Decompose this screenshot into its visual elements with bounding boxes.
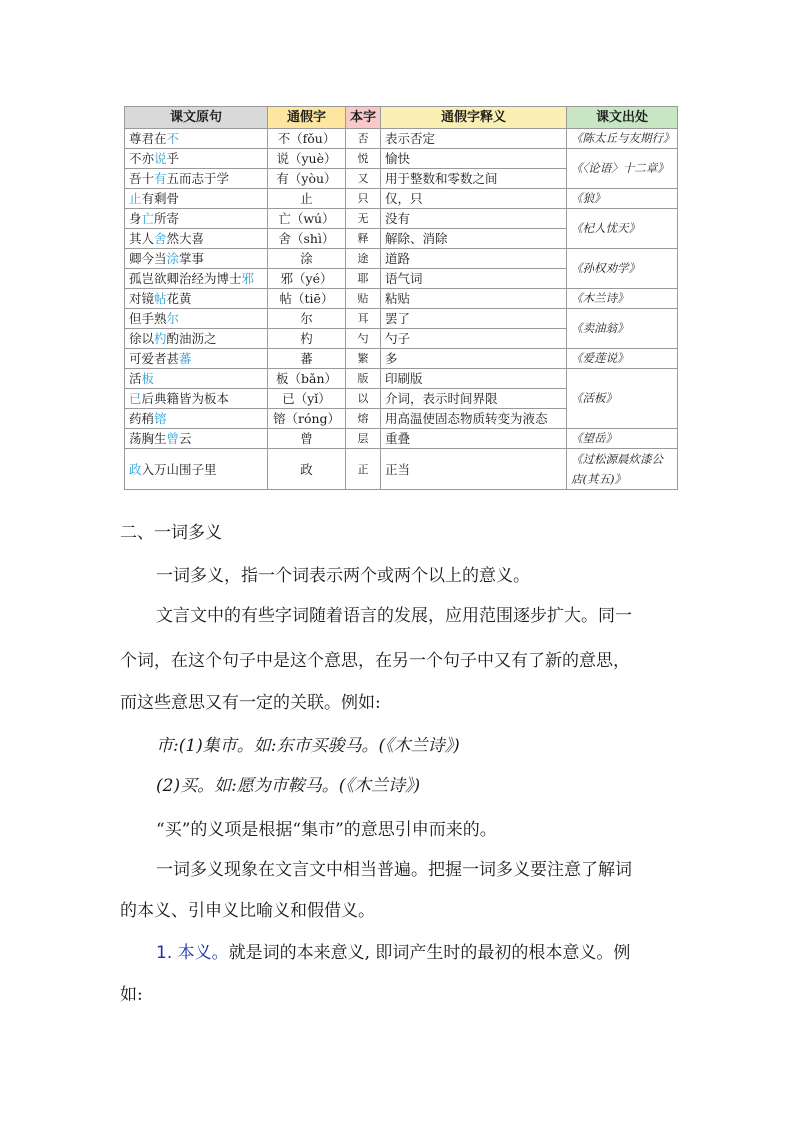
sentence-text-after: 酌油沥之: [166, 331, 217, 346]
tongjia-highlight: 有: [154, 171, 167, 186]
table-row: [125, 249, 678, 269]
cell-original-char: 熔: [346, 409, 381, 429]
table-row: [125, 369, 678, 389]
tongjia-highlight: 舍: [154, 231, 167, 246]
cell-source: [567, 189, 678, 209]
cell-source: [567, 209, 678, 249]
cell-original-sentence: [125, 229, 268, 249]
cell-tongjia-char: 已（yǐ）: [268, 389, 346, 409]
tongjia-highlight: 邪: [241, 271, 255, 286]
cell-tongjia-char: 亡（wú）: [268, 209, 346, 229]
sentence-text-after: 掌事: [179, 251, 205, 266]
cell-original-sentence: [125, 189, 268, 209]
cell-original-char: 贴: [346, 289, 381, 309]
paragraph-4-line-2: 的本义、引申义比喻义和假借义。: [120, 901, 375, 921]
tongjia-highlight: 尔: [166, 311, 180, 326]
tongjia-highlight: 帖: [154, 291, 167, 306]
cell-original-char: 版: [346, 369, 381, 389]
cell-original-sentence: [125, 149, 268, 169]
source-text: 《活板》: [571, 391, 617, 405]
cell-original-sentence: [125, 309, 268, 329]
tongjia-highlight: 板: [141, 371, 155, 386]
source-text: 《孙权劝学》: [571, 261, 640, 275]
cell-tongjia-char: 尔: [268, 309, 346, 329]
header-source: 课文出处: [567, 107, 678, 129]
cell-meaning: 罢了: [381, 309, 567, 329]
sentence-text-before: 徐以: [129, 331, 155, 346]
cell-tongjia-char: 板（bǎn）: [268, 369, 346, 389]
cell-original-char: 无: [346, 209, 381, 229]
sentence-text-before: 活: [129, 371, 142, 386]
tongjia-highlight: 亡: [141, 211, 155, 226]
cell-source: [567, 149, 678, 189]
example-2: (2)买。如:愿为市鞍马。(《木兰诗》): [156, 776, 421, 796]
tongjia-highlight: 杓: [154, 331, 167, 346]
table-row: [125, 349, 678, 369]
cell-tongjia-char: 说（yuè）: [268, 149, 346, 169]
source-text: 《狼》: [571, 191, 606, 205]
cell-original-sentence: [125, 269, 268, 289]
cell-source: [567, 349, 678, 369]
cell-original-char: 悦: [346, 149, 381, 169]
source-text: 《爱莲说》: [571, 351, 629, 365]
source-text: 《望岳》: [571, 431, 617, 445]
source-text: 《过松源晨炊漆公店(其五)》: [571, 452, 663, 486]
cell-source: [567, 449, 678, 490]
cell-original-char: 又: [346, 169, 381, 189]
tongjia-highlight: 说: [154, 151, 167, 166]
table-row: [125, 309, 678, 329]
cell-meaning: 重叠: [381, 429, 567, 449]
sentence-text-before: 孤岂欲卿治经为博士: [129, 271, 242, 286]
cell-tongjia-char: 蕃: [268, 349, 346, 369]
paragraph-3: “买”的义项是根据“集市”的意思引申而来的。: [156, 820, 497, 840]
cell-original-char: 耳: [346, 309, 381, 329]
tongjia-highlight: 不: [166, 131, 180, 146]
source-text: 《卖油翁》: [571, 321, 629, 335]
cell-original-sentence: [125, 129, 268, 149]
sentence-text-before: 药稍: [129, 411, 155, 426]
cell-original-sentence: [125, 289, 268, 309]
cell-tongjia-char: 止: [268, 189, 346, 209]
header-original-sentence: 课文原句: [125, 107, 268, 129]
cell-tongjia-char: 有（yòu）: [268, 169, 346, 189]
cell-tongjia-char: 不（fǒu）: [268, 129, 346, 149]
sentence-text-after: 有剩骨: [141, 191, 180, 206]
cell-original-sentence: [125, 169, 268, 189]
sentence-text-after: 入万山围子里: [141, 461, 217, 477]
source-text: 《陈太丘与友期行》: [571, 131, 675, 145]
cell-original-sentence: [125, 429, 268, 449]
tongjia-highlight: 涂: [166, 251, 180, 266]
cell-tongjia-char: 杓: [268, 329, 346, 349]
cell-source: [567, 289, 678, 309]
cell-source: [567, 369, 678, 429]
table-row: [125, 289, 678, 309]
cell-source: [567, 429, 678, 449]
sentence-text-after: 后典籍皆为板本: [141, 391, 230, 406]
sentence-text-before: 吾十: [129, 171, 155, 186]
cell-original-char: 勺: [346, 329, 381, 349]
cell-meaning: 多: [381, 349, 567, 369]
cell-meaning: 语气词: [381, 269, 567, 289]
cell-meaning: 印刷版: [381, 369, 567, 389]
cell-meaning: 仅，只: [381, 189, 567, 209]
paragraph-2-line-1: 文言文中的有些字词随着语言的发展，应用范围逐步扩大。同一: [156, 606, 632, 626]
cell-source: [567, 129, 678, 149]
cell-original-char: 否: [346, 129, 381, 149]
cell-original-sentence: [125, 389, 268, 409]
cell-original-char: 耶: [346, 269, 381, 289]
cell-original-sentence: [125, 209, 268, 229]
cell-tongjia-char: 舍（shì）: [268, 229, 346, 249]
cell-original-char: 途: [346, 249, 381, 269]
cell-source: [567, 309, 678, 349]
sentence-text-before: 不亦: [129, 151, 155, 166]
tongjia-highlight: 止: [129, 191, 142, 206]
cell-original-sentence: [125, 249, 268, 269]
benyi-label: 1. 本义。: [156, 943, 229, 963]
cell-meaning: 正当: [381, 449, 567, 490]
cell-meaning: 道路: [381, 249, 567, 269]
tongjia-highlight: 镕: [154, 411, 167, 426]
table-row: [125, 129, 678, 149]
cell-meaning: 粘贴: [381, 289, 567, 309]
header-meaning: 通假字释义: [381, 107, 567, 129]
cell-meaning: 表示否定: [381, 129, 567, 149]
cell-tongjia-char: 政: [268, 449, 346, 490]
cell-original-sentence: [125, 369, 268, 389]
sentence-text-before: 荡胸生: [129, 431, 167, 446]
cell-original-sentence: [125, 349, 268, 369]
cell-meaning: 解除、消除: [381, 229, 567, 249]
sentence-text-before: 尊君在: [129, 131, 167, 146]
sentence-text-before: 对镜: [129, 291, 155, 306]
source-text: 《木兰诗》: [571, 291, 629, 305]
cell-source: [567, 249, 678, 289]
paragraph-5-line-2: 如:: [120, 985, 143, 1005]
header-original-char: 本字: [346, 107, 381, 129]
table-row: [125, 449, 678, 490]
cell-tongjia-char: 镕（róng）: [268, 409, 346, 429]
cell-meaning: 勺子: [381, 329, 567, 349]
sentence-text-after: 五而志于学: [166, 171, 230, 186]
cell-original-char: 只: [346, 189, 381, 209]
cell-meaning: 愉快: [381, 149, 567, 169]
cell-original-sentence: [125, 449, 268, 490]
paragraph-2-line-3: 而这些意思又有一定的关联。例如:: [120, 693, 381, 713]
benyi-text: 就是词的本来意义, 即词产生时的最初的根本意义。例: [228, 943, 631, 963]
example-1: 市:(1)集市。如:东市买骏马。(《木兰诗》): [156, 736, 460, 756]
cell-original-char: 释: [346, 229, 381, 249]
sentence-text-after: 云: [179, 431, 192, 446]
source-text: 《〈论语〉十二章》: [571, 161, 669, 175]
cell-original-sentence: [125, 409, 268, 429]
paragraph-5-line-1: [156, 940, 716, 966]
table-row: [125, 209, 678, 229]
paragraph-4-line-1: 一词多义现象在文言文中相当普遍。把握一词多义要注意了解词: [156, 860, 632, 880]
table-header-row: [125, 107, 678, 129]
cell-tongjia-char: 曾: [268, 429, 346, 449]
cell-original-char: 繁: [346, 349, 381, 369]
sentence-text-before: 但手熟: [129, 311, 167, 326]
cell-tongjia-char: 涂: [268, 249, 346, 269]
sentence-text-after: 然大喜: [166, 231, 205, 246]
table-row: [125, 189, 678, 209]
header-tongjia-char: 通假字: [268, 107, 346, 129]
cell-original-char: 以: [346, 389, 381, 409]
sentence-text-before: 身: [129, 211, 142, 226]
cell-meaning: 没有: [381, 209, 567, 229]
sentence-text-before: 其人: [129, 231, 155, 246]
cell-tongjia-char: 帖（tiē）: [268, 289, 346, 309]
source-text: 《杞人忧天》: [571, 221, 640, 235]
sentence-text-before: 卿今当: [129, 251, 167, 266]
sentence-text-before: 可爱者甚: [129, 351, 180, 366]
tongjia-highlight: 曾: [166, 431, 180, 446]
table-row: [125, 429, 678, 449]
cell-original-char: 层: [346, 429, 381, 449]
tongjia-table: [124, 106, 678, 490]
sentence-text-after: 乎: [166, 151, 180, 166]
sentence-text-after: 花黄: [166, 291, 192, 306]
cell-original-sentence: [125, 329, 268, 349]
cell-meaning: 用高温使固态物质转变为液态: [381, 409, 567, 429]
tongjia-highlight: 政: [129, 461, 142, 477]
paragraph-2-line-2: 个词，在这个句子中是这个意思，在另一个句子中又有了新的意思，: [120, 651, 630, 671]
tongjia-highlight: 已: [129, 391, 142, 406]
cell-meaning: 用于整数和零数之间: [381, 169, 567, 189]
tongjia-highlight: 蕃: [179, 351, 192, 366]
section-heading: 二、一词多义: [120, 523, 222, 543]
paragraph-definition: 一词多义，指一个词表示两个或两个以上的意义。: [156, 566, 530, 586]
cell-meaning: 介词，表示时间界限: [381, 389, 567, 409]
table-row: [125, 149, 678, 169]
cell-tongjia-char: 邪（yé）: [268, 269, 346, 289]
cell-original-char: 正: [346, 449, 381, 490]
sentence-text-after: 所寄: [154, 211, 180, 226]
